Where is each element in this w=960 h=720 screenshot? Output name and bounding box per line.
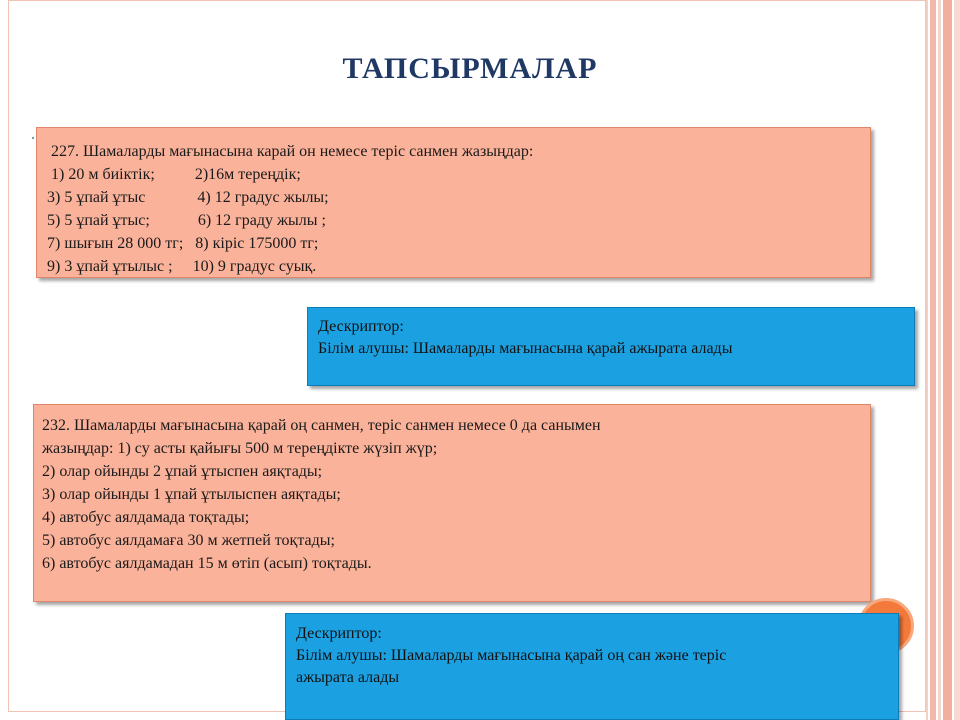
task-232-box bbox=[33, 404, 871, 602]
task-227-line: 3) 5 ұпай ұтыс 4) 12 градус жылы; bbox=[47, 189, 329, 206]
descriptor-text: ажырата алады bbox=[296, 669, 400, 686]
decor-stripe bbox=[954, 0, 960, 720]
task-227-box bbox=[36, 127, 871, 278]
decor-stripe bbox=[938, 0, 941, 720]
task-227-line: 227. Шамаларды мағынасына карай он немесе теріс санмен жазыңдар: bbox=[47, 143, 534, 160]
task-227-line: 5) 5 ұпай ұтыс; 6) 12 граду жылы ; bbox=[47, 212, 326, 229]
task-232-line: 5) автобус аялдамаға 30 м жетпей тоқтады; bbox=[42, 532, 335, 549]
task-232-line: 3) олар ойынды 1 ұпай ұтылыспен аяқтады; bbox=[42, 486, 341, 503]
bullet-icon: · bbox=[30, 128, 36, 148]
descriptor-text: Білім алушы: Шамаларды мағынасына қарай ажырата алады bbox=[318, 340, 733, 357]
slide-title: ТАПСЫРМАЛАР bbox=[342, 52, 598, 85]
decor-stripe bbox=[926, 0, 928, 720]
task-227-line: 1) 20 м биіктік; 2)16м тереңдік; bbox=[47, 166, 301, 183]
descriptor-heading: Дескриптор: bbox=[318, 318, 404, 335]
task-232-line: 232. Шамаларды мағынасына қарай оң санмен, теріс санмен немесе 0 да санымен bbox=[42, 417, 601, 434]
descriptor-box-1 bbox=[307, 307, 915, 386]
task-227-line: 9) 3 ұпай ұтылыс ; 10) 9 градус суық. bbox=[47, 258, 317, 275]
task-232-line: 4) автобус аялдамада тоқтады; bbox=[42, 509, 250, 526]
task-232-line: 2) олар ойынды 2 ұпай ұтыспен аяқтады; bbox=[42, 463, 323, 480]
descriptor-heading: Дескриптор: bbox=[296, 625, 382, 642]
decor-stripe bbox=[930, 0, 936, 720]
task-232-line: 6) автобус аялдамадан 15 м өтіп (асып) тоқтады. bbox=[42, 555, 372, 572]
task-232-line: жазыңдар: 1) су асты қайығы 500 м тереңдікте жүзіп жүр; bbox=[42, 440, 438, 457]
descriptor-text: Білім алушы: Шамаларды мағынасына қарай оң сан және теріс bbox=[296, 647, 727, 664]
task-227-line: 7) шығын 28 000 тг; 8) кіріс 175000 тг; bbox=[47, 235, 319, 252]
decor-stripe bbox=[943, 0, 952, 720]
descriptor-box-2 bbox=[285, 613, 899, 720]
